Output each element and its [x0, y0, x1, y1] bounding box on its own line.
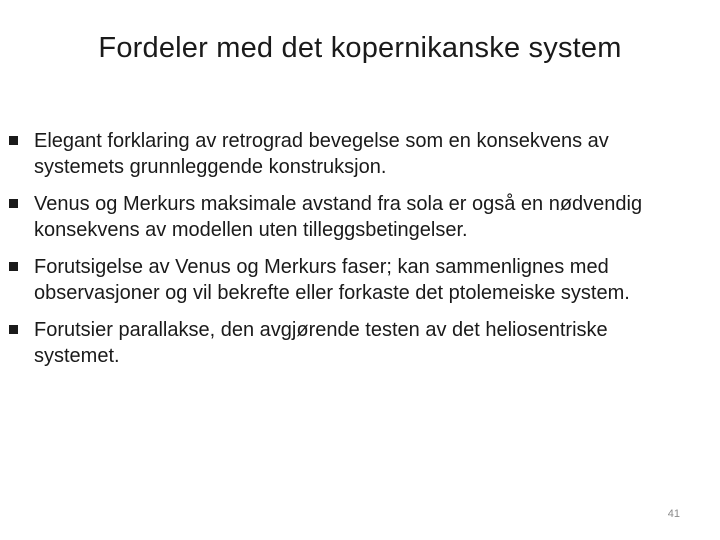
square-bullet-icon	[9, 199, 18, 208]
square-bullet-icon	[9, 136, 18, 145]
square-bullet-icon	[9, 325, 18, 334]
bullet-item	[0, 191, 674, 243]
bullet-item	[0, 254, 674, 306]
bullet-text: Elegant forklaring av retrograd bevegelse som en konsekvens av systemets grunnleggende konstruksjon.	[34, 130, 609, 178]
square-bullet-icon	[9, 262, 18, 271]
bullet-text: Forutsier parallakse, den avgjørende testen av det heliosentriske systemet.	[34, 319, 608, 367]
bullet-list	[0, 128, 720, 380]
slide-number: 41	[667, 508, 680, 520]
slide-title: Fordeler med det kopernikanske system	[98, 32, 622, 64]
bullet-text: Venus og Merkurs maksimale avstand fra sola er også en nødvendig konsekvens av modellen uten tilleggsbetingelser.	[34, 193, 643, 241]
bullet-item	[0, 128, 674, 180]
bullet-item	[0, 317, 674, 369]
bullet-text: Forutsigelse av Venus og Merkurs faser; kan sammenlignes med observasjoner og vil bekrefte eller forkaste det ptolemeiske system.	[34, 256, 630, 304]
